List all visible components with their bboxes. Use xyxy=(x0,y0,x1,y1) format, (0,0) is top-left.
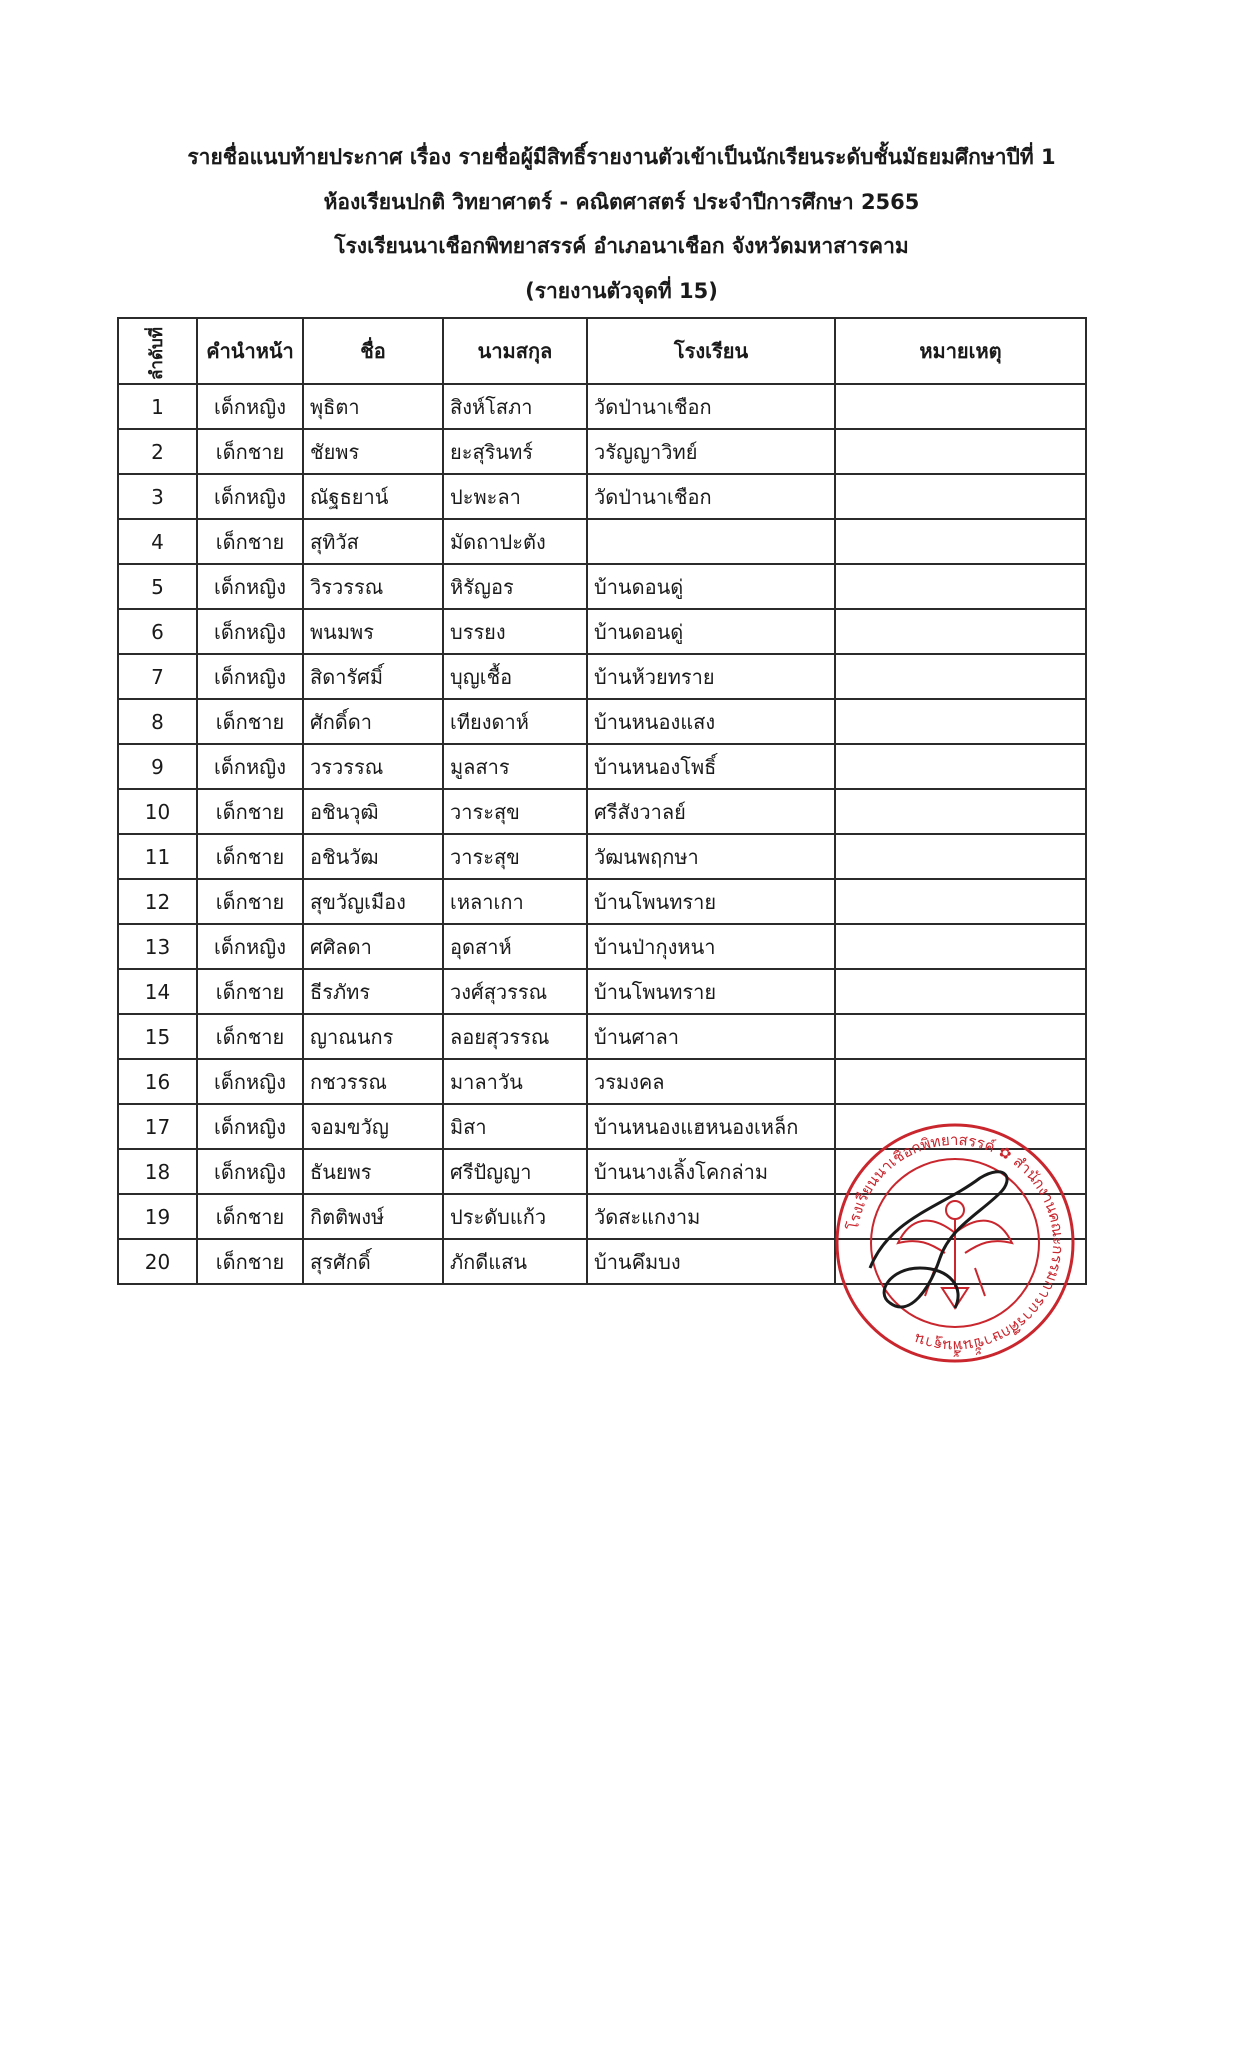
cell-prefix: เด็กหญิง xyxy=(197,654,303,699)
cell-number: 7 xyxy=(118,654,197,699)
cell-prefix: เด็กหญิง xyxy=(197,1104,303,1149)
table-row xyxy=(118,834,1086,879)
table-row xyxy=(118,429,1086,474)
cell-school: วัดสะแกงาม xyxy=(587,1194,835,1239)
cell-school: บ้านโพนทราย xyxy=(587,879,835,924)
cell-number: 20 xyxy=(118,1239,197,1284)
cell-last-name: วาระสุข xyxy=(443,834,587,879)
cell-last-name: วงศ์สุวรรณ xyxy=(443,969,587,1014)
cell-school: ศรีสังวาลย์ xyxy=(587,789,835,834)
cell-last-name: มัดถาปะตัง xyxy=(443,519,587,564)
cell-last-name: ปะพะลา xyxy=(443,474,587,519)
cell-first-name: สุรศักดิ์ xyxy=(303,1239,443,1284)
cell-number: 9 xyxy=(118,744,197,789)
cell-prefix: เด็กชาย xyxy=(197,969,303,1014)
cell-prefix: เด็กชาย xyxy=(197,519,303,564)
cell-number: 3 xyxy=(118,474,197,519)
cell-school: บ้านดอนดู่ xyxy=(587,564,835,609)
cell-remarks xyxy=(835,654,1086,699)
cell-prefix: เด็กชาย xyxy=(197,429,303,474)
table-row xyxy=(118,609,1086,654)
cell-prefix: เด็กชาย xyxy=(197,1194,303,1239)
cell-first-name: อชินวุฒิ xyxy=(303,789,443,834)
cell-number: 10 xyxy=(118,789,197,834)
cell-remarks xyxy=(835,834,1086,879)
cell-remarks xyxy=(835,744,1086,789)
cell-number: 14 xyxy=(118,969,197,1014)
cell-remarks xyxy=(835,969,1086,1014)
cell-last-name: มาลาวัน xyxy=(443,1059,587,1104)
cell-number: 4 xyxy=(118,519,197,564)
cell-first-name: วิรวรรณ xyxy=(303,564,443,609)
cell-first-name: จอมขวัญ xyxy=(303,1104,443,1149)
cell-last-name: หิรัญอร xyxy=(443,564,587,609)
cell-first-name: สิดารัศมิ์ xyxy=(303,654,443,699)
cell-first-name: ธันยพร xyxy=(303,1149,443,1194)
table-row xyxy=(118,1059,1086,1104)
cell-first-name: กชวรรณ xyxy=(303,1059,443,1104)
cell-number: 5 xyxy=(118,564,197,609)
cell-prefix: เด็กชาย xyxy=(197,1014,303,1059)
cell-school: บ้านคึมบง xyxy=(587,1239,835,1284)
cell-last-name: วาระสุข xyxy=(443,789,587,834)
cell-remarks xyxy=(835,609,1086,654)
col-header-number: ลำดับที่ xyxy=(118,318,197,384)
cell-last-name: อุดสาห์ xyxy=(443,924,587,969)
school-seal-stamp xyxy=(830,1118,1080,1368)
cell-school: บ้านนางเลิ้งโคกล่าม xyxy=(587,1149,835,1194)
cell-remarks xyxy=(835,924,1086,969)
cell-school: วรมงคล xyxy=(587,1059,835,1104)
cell-school: วรัญญาวิทย์ xyxy=(587,429,835,474)
cell-first-name: อชินวัฒ xyxy=(303,834,443,879)
cell-number: 19 xyxy=(118,1194,197,1239)
cell-number: 1 xyxy=(118,384,197,429)
cell-number: 11 xyxy=(118,834,197,879)
cell-number: 15 xyxy=(118,1014,197,1059)
cell-school: บ้านดอนดู่ xyxy=(587,609,835,654)
cell-school: บ้านหนองแสง xyxy=(587,699,835,744)
cell-school: บ้านหนองแฮหนองเหล็ก xyxy=(587,1104,835,1149)
table-row xyxy=(118,519,1086,564)
cell-prefix: เด็กชาย xyxy=(197,879,303,924)
col-header-first-name: ชื่อ xyxy=(303,318,443,384)
cell-first-name: ญาณนกร xyxy=(303,1014,443,1059)
cell-prefix: เด็กชาย xyxy=(197,1239,303,1284)
cell-remarks xyxy=(835,699,1086,744)
cell-number: 13 xyxy=(118,924,197,969)
cell-first-name: ศักดิ์ดา xyxy=(303,699,443,744)
cell-first-name: ศศิลดา xyxy=(303,924,443,969)
table-row xyxy=(118,654,1086,699)
cell-school: บ้านป่ากุงหนา xyxy=(587,924,835,969)
cell-number: 17 xyxy=(118,1104,197,1149)
cell-last-name: ศรีปัญญา xyxy=(443,1149,587,1194)
cell-school: บ้านหนองโพธิ์ xyxy=(587,744,835,789)
cell-remarks xyxy=(835,789,1086,834)
cell-remarks xyxy=(835,474,1086,519)
table-header-row xyxy=(118,318,1086,384)
cell-remarks xyxy=(835,429,1086,474)
cell-prefix: เด็กหญิง xyxy=(197,744,303,789)
table-row xyxy=(118,924,1086,969)
cell-prefix: เด็กชาย xyxy=(197,834,303,879)
cell-school: วัดป่านาเชือก xyxy=(587,474,835,519)
cell-remarks xyxy=(835,1014,1086,1059)
header-line-2: ห้องเรียนปกติ วิทยาศาตร์ - คณิตศาสตร์ ประจำปีการศึกษา 2565 xyxy=(323,190,920,214)
col-header-school: โรงเรียน xyxy=(587,318,835,384)
table-row xyxy=(118,744,1086,789)
cell-number: 18 xyxy=(118,1149,197,1194)
cell-first-name: สุขวัญเมือง xyxy=(303,879,443,924)
cell-first-name: กิตติพงษ์ xyxy=(303,1194,443,1239)
cell-prefix: เด็กหญิง xyxy=(197,384,303,429)
cell-first-name: ธีรภัทร xyxy=(303,969,443,1014)
cell-school: บ้านห้วยทราย xyxy=(587,654,835,699)
table-row xyxy=(118,969,1086,1014)
cell-prefix: เด็กหญิง xyxy=(197,1149,303,1194)
cell-number: 12 xyxy=(118,879,197,924)
header-line-3: โรงเรียนนาเชือกพิทยาสรรค์ อำเภอนาเชือก จังหวัดมหาสารคาม xyxy=(334,234,909,258)
cell-first-name: พนมพร xyxy=(303,609,443,654)
cell-last-name: มิสา xyxy=(443,1104,587,1149)
cell-remarks xyxy=(835,519,1086,564)
stamp-ring-text: โรงเรียนนาเชือกพิทยาสรรค์ ✿ สำนักงานคณะกรรมการการศึกษาขั้นพื้นฐาน xyxy=(843,1130,1068,1356)
col-header-last-name: นามสกุล xyxy=(443,318,587,384)
cell-prefix: เด็กชาย xyxy=(197,789,303,834)
table-row xyxy=(118,879,1086,924)
cell-last-name: มูลสาร xyxy=(443,744,587,789)
header-line-4: (รายงานตัวจุดที่ 15) xyxy=(525,279,718,303)
cell-prefix: เด็กชาย xyxy=(197,699,303,744)
table-row xyxy=(118,699,1086,744)
cell-first-name: พุธิตา xyxy=(303,384,443,429)
cell-school xyxy=(587,519,835,564)
cell-prefix: เด็กหญิง xyxy=(197,564,303,609)
cell-remarks xyxy=(835,879,1086,924)
col-header-prefix: คำนำหน้า xyxy=(197,318,303,384)
table-row xyxy=(118,474,1086,519)
table-row xyxy=(118,789,1086,834)
cell-school: วัดป่านาเชือก xyxy=(587,384,835,429)
cell-last-name: บุญเชื้อ xyxy=(443,654,587,699)
cell-school: วัฒนพฤกษา xyxy=(587,834,835,879)
cell-number: 2 xyxy=(118,429,197,474)
signature xyxy=(870,1172,1007,1308)
cell-last-name: ภักดีแสน xyxy=(443,1239,587,1284)
header-line-1: รายชื่อแนบท้ายประกาศ เรื่อง รายชื่อผู้มีสิทธิ์รายงานตัวเข้าเป็นนักเรียนระดับชั้นมัธยมศึกษาปีที่ 1 xyxy=(187,145,1056,169)
cell-school: บ้านศาลา xyxy=(587,1014,835,1059)
cell-first-name: วรวรรณ xyxy=(303,744,443,789)
table-row xyxy=(118,384,1086,429)
cell-school: บ้านโพนทราย xyxy=(587,969,835,1014)
cell-last-name: ยะสุรินทร์ xyxy=(443,429,587,474)
cell-last-name: ประดับแก้ว xyxy=(443,1194,587,1239)
cell-last-name: ลอยสุวรรณ xyxy=(443,1014,587,1059)
cell-last-name: เทียงดาห์ xyxy=(443,699,587,744)
table-row xyxy=(118,1014,1086,1059)
cell-first-name: สุทิวัส xyxy=(303,519,443,564)
cell-prefix: เด็กหญิง xyxy=(197,924,303,969)
cell-last-name: บรรยง xyxy=(443,609,587,654)
cell-last-name: สิงห์โสภา xyxy=(443,384,587,429)
cell-first-name: ชัยพร xyxy=(303,429,443,474)
cell-remarks xyxy=(835,1059,1086,1104)
table-row xyxy=(118,564,1086,609)
cell-number: 8 xyxy=(118,699,197,744)
cell-remarks xyxy=(835,384,1086,429)
cell-prefix: เด็กหญิง xyxy=(197,474,303,519)
cell-prefix: เด็กหญิง xyxy=(197,1059,303,1104)
cell-prefix: เด็กหญิง xyxy=(197,609,303,654)
cell-remarks xyxy=(835,564,1086,609)
cell-last-name: เหลาเกา xyxy=(443,879,587,924)
col-header-remarks: หมายเหตุ xyxy=(835,318,1086,384)
cell-number: 16 xyxy=(118,1059,197,1104)
cell-first-name: ณัฐธยาน์ xyxy=(303,474,443,519)
cell-number: 6 xyxy=(118,609,197,654)
